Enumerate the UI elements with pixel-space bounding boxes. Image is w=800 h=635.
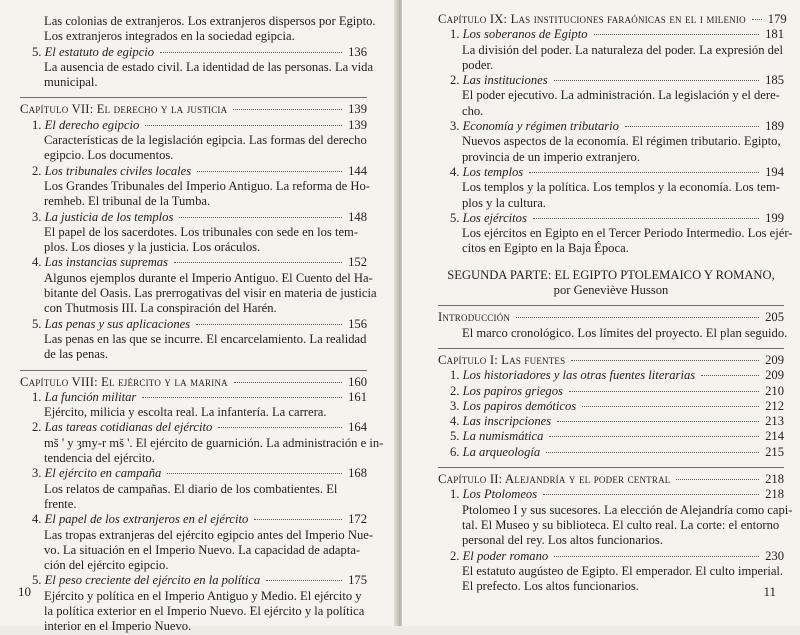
section-number: 5. xyxy=(32,573,42,588)
dot-leader xyxy=(557,421,759,422)
entry-description xyxy=(20,527,374,574)
entry-description xyxy=(20,14,376,45)
section-title xyxy=(32,45,154,60)
toc-section-entry[interactable] xyxy=(438,487,784,502)
section-title-text: La numismática xyxy=(462,429,544,444)
entry-description xyxy=(438,180,784,211)
section-number: 1. xyxy=(450,368,460,383)
chapter-title: Capítulo I: Las fuentes xyxy=(438,352,566,367)
section-title xyxy=(32,512,248,527)
section-title xyxy=(450,211,527,226)
description-line: frente. xyxy=(44,496,77,511)
section-number: 2. xyxy=(32,163,42,178)
dot-leader xyxy=(266,580,342,581)
page-ref: 215 xyxy=(765,444,784,459)
entry-description xyxy=(438,502,793,549)
entry-description xyxy=(20,225,367,256)
toc-chapter-entry[interactable] xyxy=(438,310,784,325)
section-number: 6. xyxy=(450,444,460,459)
section-title xyxy=(450,429,543,444)
section-title xyxy=(32,317,190,332)
section-number: 1. xyxy=(450,27,460,42)
section-title-text: Los soberanos de Egipto xyxy=(462,27,588,42)
section-number: 3. xyxy=(450,398,460,413)
dot-leader xyxy=(701,375,759,376)
dot-leader xyxy=(167,473,342,474)
part-heading xyxy=(438,268,784,299)
dot-leader xyxy=(676,479,759,480)
page-number-right: 11 xyxy=(763,584,776,599)
description-line: Ejército y política en el Imperio Antiguo y Medio. El ejército y xyxy=(44,588,362,603)
section-title-text: Las penas y sus aplicaciones xyxy=(44,316,191,331)
section-number: 4. xyxy=(450,164,460,179)
dot-leader xyxy=(529,172,759,173)
section-title-text: Los templos xyxy=(462,164,524,179)
dot-leader xyxy=(197,171,342,172)
entry-description xyxy=(20,405,367,420)
description-line: La división del poder. La naturaleza del poder. La expresión del xyxy=(462,42,784,57)
entry-description xyxy=(20,589,367,635)
dot-leader xyxy=(254,519,342,520)
dot-leader xyxy=(516,317,759,318)
toc-section-entry[interactable] xyxy=(20,573,367,588)
chapter-divider xyxy=(438,467,784,468)
dot-leader xyxy=(569,391,759,392)
section-title-text: Los tribunales civiles locales xyxy=(44,163,192,178)
part-spacer xyxy=(438,257,784,262)
part-title: SEGUNDA PARTE: EL EGIPTO PTOLEMAICO Y ROMANO, xyxy=(447,267,775,282)
page-ref: 209 xyxy=(765,352,784,367)
description-line: La ausencia de estado civil. La identidad de las personas. La vida xyxy=(44,59,374,74)
description-line: Ejército, milicia y escolta real. La infantería. La carrera. xyxy=(44,405,327,420)
chapter-divider xyxy=(438,305,784,306)
section-title xyxy=(32,164,191,179)
part-author: por Geneviève Husson xyxy=(553,283,669,298)
entry-description xyxy=(438,325,788,341)
page-ref: 194 xyxy=(765,164,784,179)
toc-section-entry[interactable] xyxy=(438,414,784,429)
entry-description xyxy=(20,59,374,91)
dot-leader xyxy=(625,126,759,127)
toc-section-entry[interactable] xyxy=(20,45,367,60)
toc-chapter-entry[interactable] xyxy=(438,472,784,487)
section-number: 1. xyxy=(32,389,42,404)
page-ref: 156 xyxy=(348,316,367,331)
description-line: citos en Egipto en la Baja Época. xyxy=(462,241,629,256)
description-line: poder. xyxy=(462,57,494,72)
toc-section-entry[interactable] xyxy=(20,512,367,527)
dot-leader xyxy=(571,360,759,361)
entry-description xyxy=(20,482,367,513)
toc-section-entry[interactable] xyxy=(438,384,784,399)
section-title xyxy=(450,165,523,180)
toc-section-entry[interactable] xyxy=(20,118,367,133)
page-ref: 152 xyxy=(348,255,367,270)
section-title-text: Las instancias supremas xyxy=(44,255,168,270)
section-number: 2. xyxy=(450,383,460,398)
toc-section-entry[interactable] xyxy=(438,429,784,444)
page-ref: 175 xyxy=(348,573,367,588)
section-title xyxy=(32,210,173,225)
page-ref: 205 xyxy=(765,310,784,325)
description-line: mš ' y ȝmy-r mš '. El ejército de guarnición. La administración e in- xyxy=(44,435,384,450)
description-line: Las colonias de extranjeros. Los extranjeros dispersos por Egipto. xyxy=(44,14,376,28)
toc-section-entry[interactable] xyxy=(20,317,367,332)
toc-section-entry[interactable] xyxy=(438,399,784,414)
section-title xyxy=(32,420,212,435)
description-line: cho. xyxy=(462,103,484,118)
section-title xyxy=(450,414,551,429)
section-title-text: Los papiros griegos xyxy=(462,383,563,398)
entry-description xyxy=(438,226,793,257)
dot-leader xyxy=(549,436,759,437)
description-line: Los templos y la política. Los templos y la economía. Los tem- xyxy=(462,180,780,195)
toc-section-entry[interactable] xyxy=(438,119,784,134)
right-page xyxy=(402,0,800,626)
toc-section-entry[interactable] xyxy=(438,211,784,226)
chapter-title: Capítulo VIII: El ejército y la marina xyxy=(20,374,228,389)
toc-chapter-entry[interactable] xyxy=(20,102,367,117)
description-line: tendencia del ejército. xyxy=(44,451,155,466)
chapter-divider xyxy=(438,348,784,349)
page-ref: 161 xyxy=(348,389,367,404)
dot-leader xyxy=(218,427,342,428)
dot-leader xyxy=(160,52,342,53)
toc-section-entry[interactable] xyxy=(20,164,367,179)
left-page-toc xyxy=(20,14,384,635)
page-ref: 181 xyxy=(765,27,784,42)
description-line: Los extranjeros integrados en la sociedad egipcia. xyxy=(44,29,295,44)
section-title xyxy=(450,119,619,134)
dot-leader xyxy=(233,109,342,110)
chapter-title: Introducción xyxy=(438,310,511,325)
dot-leader xyxy=(196,324,342,325)
entry-description xyxy=(438,43,784,74)
section-title-text: La función militar xyxy=(44,389,137,404)
section-title xyxy=(450,27,588,42)
section-title-text: Los papiros demóticos xyxy=(462,398,577,413)
page-ref: 213 xyxy=(765,414,784,429)
section-title-text: El poder romano xyxy=(462,548,549,563)
description-line: interior en el Imperio Nuevo. xyxy=(44,619,192,634)
section-title xyxy=(450,445,540,460)
section-title-text: Los historiadores y las otras fuentes literarias xyxy=(462,368,696,383)
page-ref: 218 xyxy=(765,487,784,502)
dot-leader xyxy=(582,406,759,407)
entry-description xyxy=(438,88,784,119)
page-ref: 160 xyxy=(348,374,367,389)
page-ref: 144 xyxy=(348,163,367,178)
description-line: bitante del Oasis. Las prerrogativas del visir en materia de justicia xyxy=(44,286,377,301)
toc-section-entry[interactable] xyxy=(438,445,784,460)
entry-description xyxy=(20,435,384,467)
toc-chapter-entry[interactable] xyxy=(438,353,784,368)
page-number-left: 10 xyxy=(18,584,31,599)
dot-leader xyxy=(543,494,759,495)
toc-section-entry[interactable] xyxy=(438,549,784,564)
dot-leader xyxy=(142,397,342,398)
page-ref: 172 xyxy=(348,512,367,527)
description-line: personal del rey. Los altos funcionarios. xyxy=(462,533,663,548)
entry-description xyxy=(438,564,784,595)
section-title-text: El peso creciente del ejército en la política xyxy=(44,573,261,588)
description-line: Las tropas extranjeras del ejército egipcio antes del Imperio Nue- xyxy=(44,527,374,542)
entry-description xyxy=(20,178,370,210)
description-line: Las penas en las que se incurre. El encarcelamiento. La realidad xyxy=(44,331,367,346)
description-line: remheb. El tribunal de la Tumba. xyxy=(44,194,211,209)
section-number: 4. xyxy=(450,414,460,429)
section-title xyxy=(450,384,563,399)
description-line: vo. La situación en el Imperio Nuevo. La capacidad de adapta- xyxy=(44,542,361,557)
chapter-title: Capítulo II: Alejandría y el poder central xyxy=(438,472,671,487)
toc-section-entry[interactable] xyxy=(20,390,367,405)
dot-leader xyxy=(174,262,342,263)
description-line: Los relatos de campañas. El diario de los combatientes. El xyxy=(44,481,338,496)
description-line: provincia de un imperio extranjero. xyxy=(462,149,640,164)
section-number: 2. xyxy=(450,73,460,88)
description-line: El papel de los sacerdotes. Los tribunales con sede en los tem- xyxy=(44,224,359,239)
page-ref: 139 xyxy=(348,117,367,132)
entry-description xyxy=(20,133,367,164)
toc-chapter-entry[interactable] xyxy=(20,375,367,390)
section-number: 3. xyxy=(450,119,460,134)
page-ref: 210 xyxy=(765,383,784,398)
dot-leader xyxy=(234,382,342,383)
page-ref: 139 xyxy=(348,102,367,117)
page-ref: 168 xyxy=(348,466,367,481)
section-title-text: La justicia de los templos xyxy=(44,209,174,224)
description-line: Los ejércitos en Egipto en el Tercer Periodo Intermedio. Los ejér- xyxy=(462,226,793,241)
description-line: El prefecto. Los altos funcionarios. xyxy=(462,579,639,594)
dot-leader xyxy=(554,556,759,557)
description-line: Características de la legislación egipcia. Las formas del derecho xyxy=(44,133,367,148)
left-page xyxy=(0,0,398,634)
section-title xyxy=(450,399,576,414)
section-title-text: El papel de los extranjeros en el ejército xyxy=(44,512,249,527)
description-line: Los Grandes Tribunales del Imperio Antiguo. La reforma de Ho- xyxy=(44,178,370,193)
section-number: 2. xyxy=(32,420,42,435)
description-line: la política exterior en el Imperio Nuevo. El ejército y la política xyxy=(44,603,365,618)
section-title-text: Los Ptolomeos xyxy=(462,487,538,502)
section-number: 5. xyxy=(450,210,460,225)
page-ref: 212 xyxy=(765,398,784,413)
page-ref: 179 xyxy=(767,12,787,26)
dot-leader xyxy=(594,34,760,35)
section-title xyxy=(32,466,161,481)
section-number: 4. xyxy=(32,255,42,270)
toc-section-entry[interactable] xyxy=(20,210,367,225)
description-line: tal. El Museo y su biblioteca. El culto real. La corte: el entorno xyxy=(462,517,780,532)
section-number: 3. xyxy=(32,466,42,481)
chapter-divider xyxy=(20,370,367,371)
entry-description xyxy=(438,134,784,165)
toc-section-entry[interactable] xyxy=(20,255,367,270)
toc-chapter-entry[interactable] xyxy=(438,12,787,27)
page-ref: 218 xyxy=(765,472,784,487)
description-line: El estatuto augústeo de Egipto. El emperador. El culto imperial. xyxy=(462,563,784,578)
section-number: 5. xyxy=(32,316,42,331)
section-title-text: Las tareas cotidianas del ejército xyxy=(44,420,213,435)
section-title-text: La arqueología xyxy=(462,444,541,459)
section-title-text: Las inscripciones xyxy=(462,414,552,429)
page-ref: 230 xyxy=(765,548,784,563)
chapter-title: Capítulo IX: Las instituciones faraónicas en el i milenio xyxy=(438,12,746,26)
chapter-divider xyxy=(20,97,367,98)
toc-section-entry[interactable] xyxy=(438,27,784,42)
page-ref: 148 xyxy=(348,209,367,224)
description-line: ción del ejército egipcio. xyxy=(44,558,169,573)
section-number: 4. xyxy=(32,512,42,527)
section-title-text: Las instituciones xyxy=(462,73,548,88)
dot-leader xyxy=(752,19,762,20)
section-title-text: Economía y régimen tributario xyxy=(462,119,619,134)
description-line: El poder ejecutivo. La administración. La legislación y el dere- xyxy=(462,88,780,103)
section-title xyxy=(450,487,537,502)
description-line: Algunos ejemplos durante el Imperio Antiguo. El Cuento del Ha- xyxy=(44,270,373,285)
page-ref: 136 xyxy=(348,44,367,59)
page-ref: 209 xyxy=(765,368,784,383)
page-ref: 189 xyxy=(765,119,784,134)
description-line: Nuevos aspectos de la economía. El régimen tributario. Egipto, xyxy=(462,134,781,149)
right-page-toc xyxy=(438,12,793,594)
section-title xyxy=(32,573,260,588)
description-line: egipcio. Los documentos. xyxy=(44,148,174,163)
description-line: con Thutmosis III. La conspiración del Harén. xyxy=(44,301,277,316)
section-number: 3. xyxy=(32,209,42,224)
dot-leader xyxy=(533,218,759,219)
page-ref: 214 xyxy=(765,429,784,444)
section-title xyxy=(450,549,548,564)
description-line: plos. Los dioses y la justicia. Los oráculos. xyxy=(44,240,261,255)
chapter-title: Capítulo VII: El derecho y la justicia xyxy=(20,102,228,117)
entry-description xyxy=(20,270,377,317)
section-title xyxy=(450,368,695,383)
section-title-text: Los ejércitos xyxy=(462,210,527,225)
dot-leader xyxy=(145,125,342,126)
section-number: 1. xyxy=(450,487,460,502)
toc-section-entry[interactable] xyxy=(20,420,367,435)
section-number: 5. xyxy=(450,429,460,444)
page-ref: 199 xyxy=(765,210,784,225)
toc-section-entry[interactable] xyxy=(20,466,367,481)
section-number: 5. xyxy=(32,44,42,59)
section-title xyxy=(32,118,139,133)
dot-leader xyxy=(546,452,759,453)
entry-description xyxy=(20,332,367,363)
description-line: Ptolomeo I y sus sucesores. La elección de Alejandría como capi- xyxy=(462,502,793,517)
dot-leader xyxy=(554,80,759,81)
description-line: de las penas. xyxy=(44,347,108,362)
section-title-text: El derecho egipcio xyxy=(44,117,140,132)
section-number: 1. xyxy=(32,117,42,132)
toc-section-entry[interactable] xyxy=(438,368,784,383)
section-number: 2. xyxy=(450,548,460,563)
section-title xyxy=(450,73,548,88)
page-ref: 164 xyxy=(348,420,367,435)
description-line: El marco cronológico. Los límites del proyecto. El plan seguido. xyxy=(462,325,788,340)
section-title-text: El estatuto de egipcio xyxy=(44,44,155,59)
dot-leader xyxy=(179,217,342,218)
description-line: plos y la cultura. xyxy=(462,195,546,210)
toc-section-entry[interactable] xyxy=(438,165,784,180)
section-title xyxy=(32,390,136,405)
section-title-text: El ejército en campaña xyxy=(44,466,162,481)
section-title xyxy=(32,255,168,270)
description-line: municipal. xyxy=(44,75,98,90)
page-ref: 185 xyxy=(765,73,784,88)
toc-section-entry[interactable] xyxy=(438,73,784,88)
